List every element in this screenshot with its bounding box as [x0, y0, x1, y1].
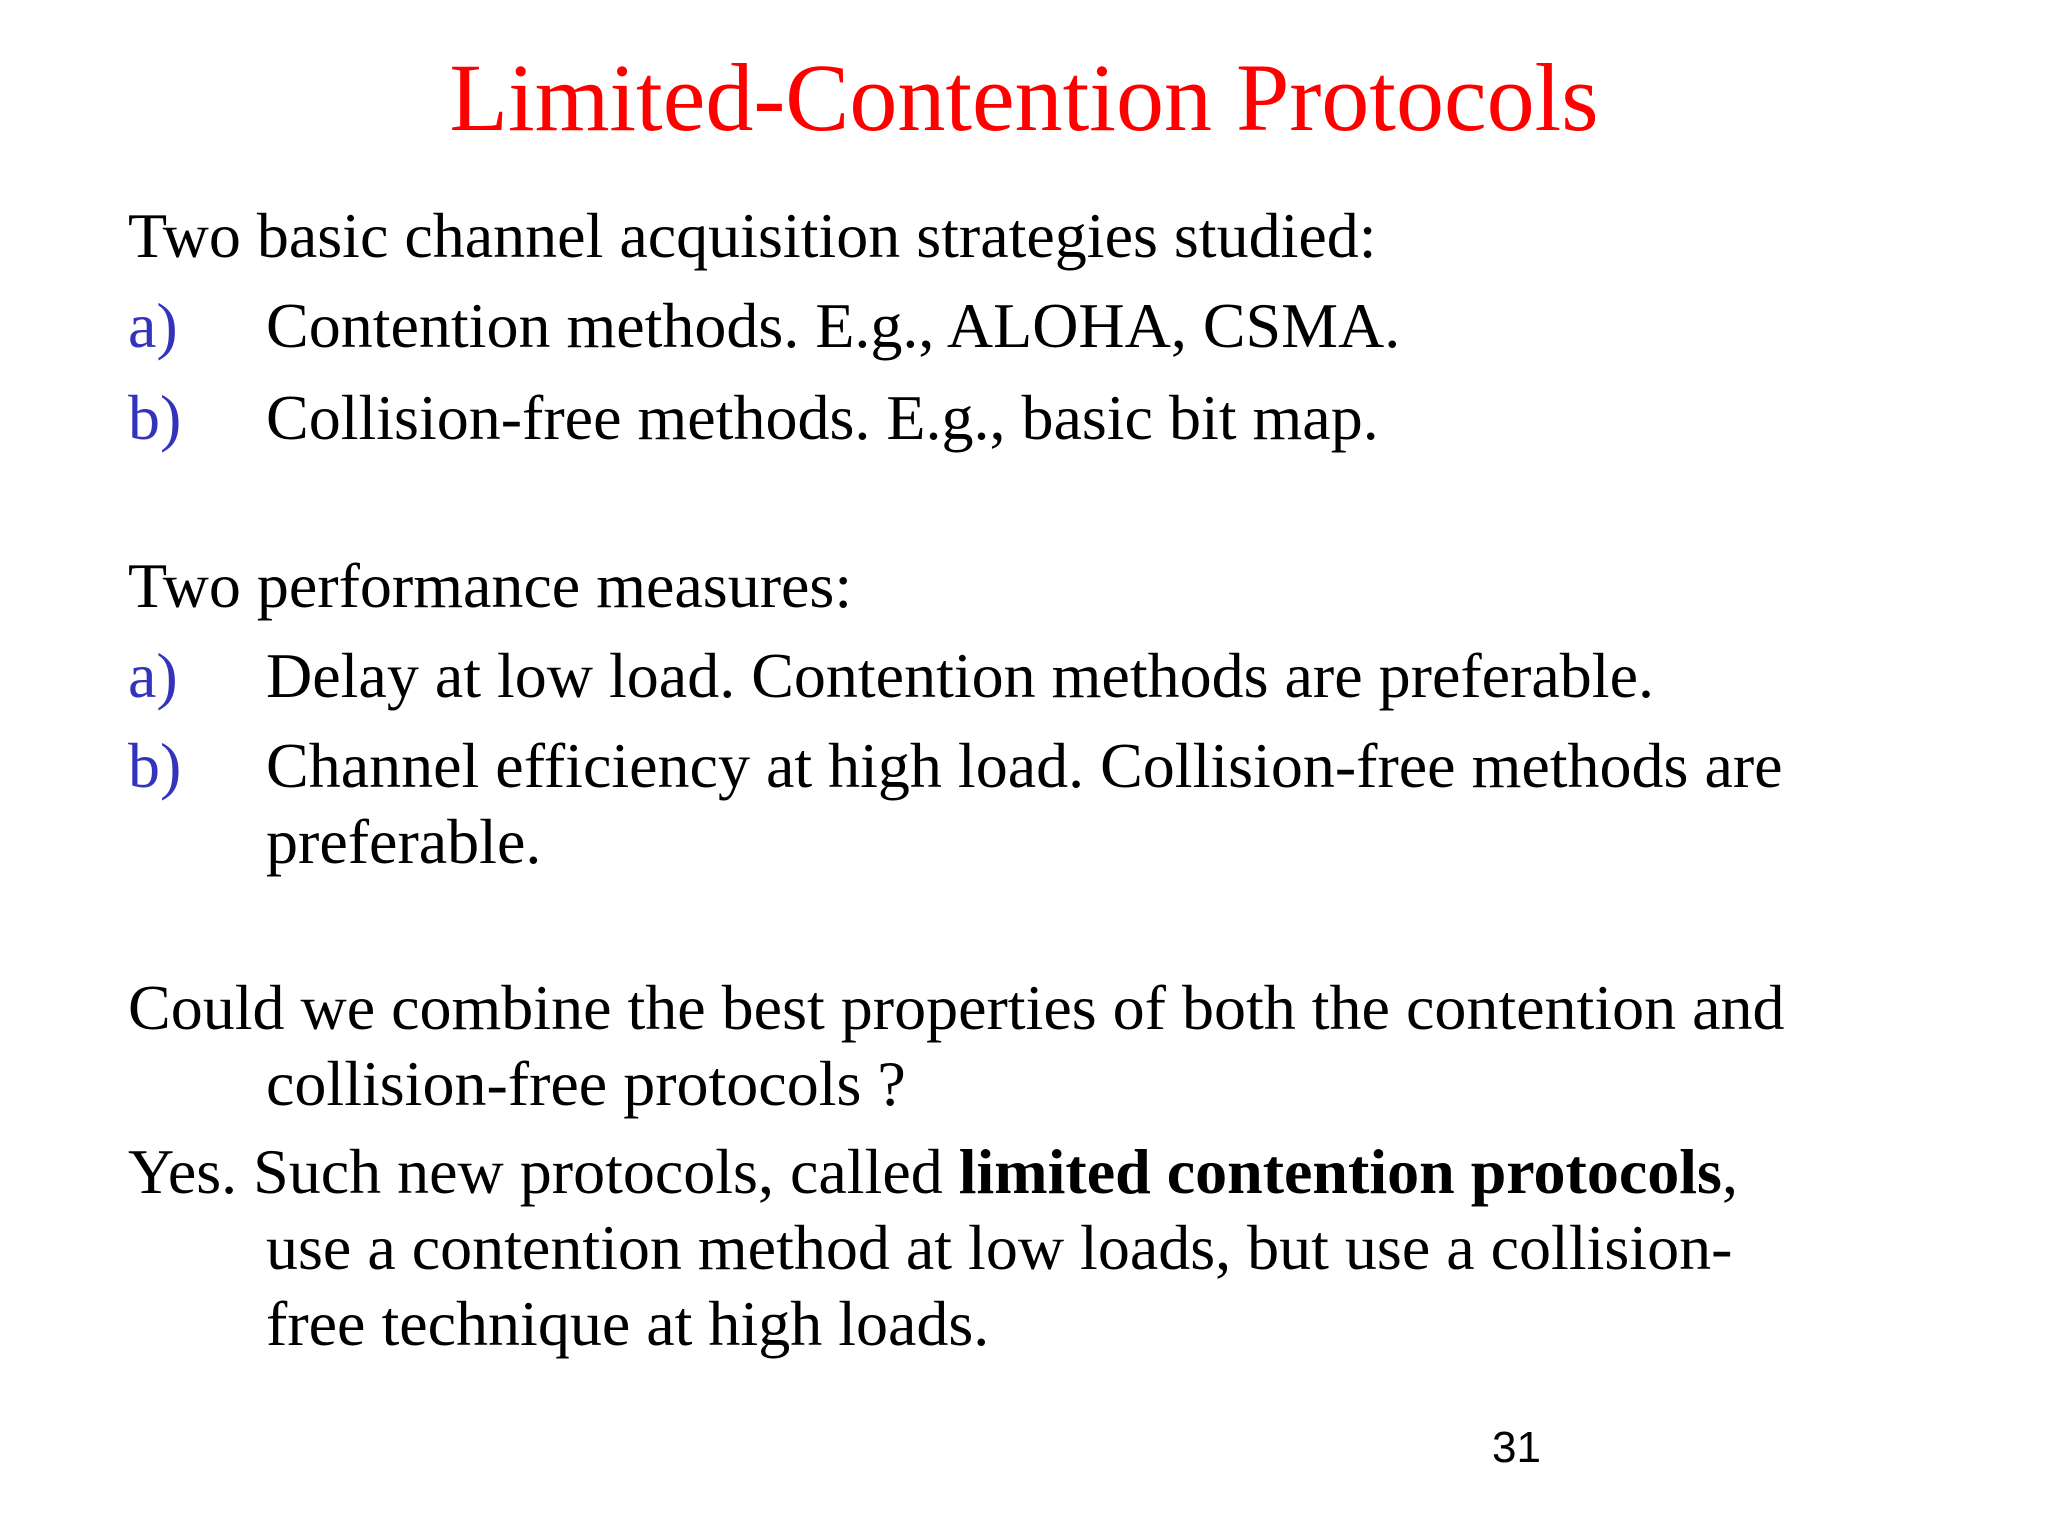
question-line2: collision-free protocols ? [266, 1048, 906, 1119]
strategy-b-text: Collision-free methods. E.g., basic bit map. [266, 382, 1379, 453]
strategy-b-marker: b) [128, 382, 182, 453]
answer-bold-term: limited contention protocols [958, 1136, 1722, 1207]
page-number: 31 [1492, 1423, 1541, 1472]
answer-prefix: Yes. Such new protocols, called [128, 1136, 959, 1207]
measure-a-text: Delay at low load. Contention methods are preferable. [266, 640, 1654, 711]
question-line1: Could we combine the best properties of both the contention and [128, 972, 1785, 1043]
measure-b-text-line1: Channel efficiency at high load. Collision-free methods are [266, 730, 1783, 801]
measure-b-text-line2: preferable. [266, 806, 542, 877]
measure-b-marker: b) [128, 730, 182, 801]
measures-heading: Two performance measures: [128, 550, 853, 621]
answer-line3: free technique at high loads. [266, 1288, 990, 1359]
slide-title: Limited-Contention Protocols [449, 44, 1599, 151]
strategy-a-text: Contention methods. E.g., ALOHA, CSMA. [266, 290, 1401, 361]
answer-line2: use a contention method at low loads, but use a collision- [266, 1212, 1733, 1283]
strategies-heading: Two basic channel acquisition strategies studied: [128, 200, 1377, 271]
strategy-a-marker: a) [128, 290, 178, 361]
answer-line1 [128, 1134, 1738, 1210]
measure-a-marker: a) [128, 640, 178, 711]
answer-suffix: , [1721, 1136, 1738, 1207]
